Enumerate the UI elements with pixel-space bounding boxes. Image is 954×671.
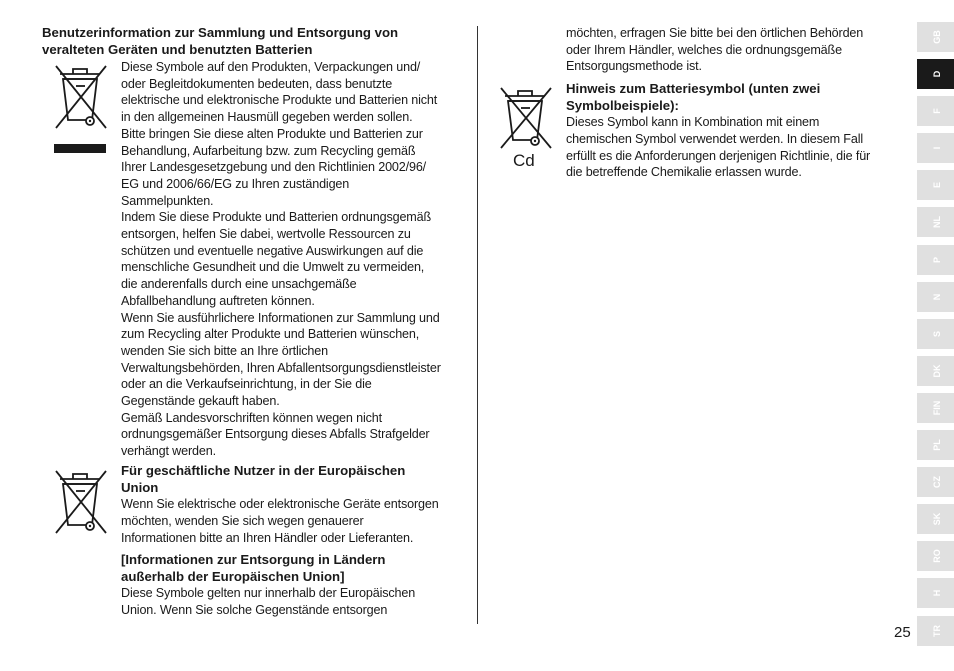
text-line: erfüllt es die Anforderungen derjenigen Richtlinie, die für [566,148,871,163]
language-tab-i[interactable] [917,133,954,163]
text-line: wenden Sie sich bitte an Ihre örtlichen [121,343,328,358]
crossed-out-wheelie-bin-icon [494,82,558,152]
crossed-out-wheelie-bin-icon [49,465,113,537]
text-line: Sammelpunkten. [121,193,214,208]
language-tab-h[interactable] [917,578,954,608]
language-tab-label: P [932,256,942,263]
language-tab-label: TR [932,624,942,637]
text-line: menschliche Gesundheit und die Umwelt zu vermeiden, [121,260,425,275]
battery-symbol-heading: Symbolbeispiele): [566,97,679,113]
battery-symbol-section [566,81,906,181]
language-tab-gb[interactable] [917,22,954,52]
business-users-heading: Für geschäftliche Nutzer in der Europäischen [121,463,406,478]
text-line: Gemäß Landesvorschriften können wegen nicht [121,410,382,425]
language-tab-p[interactable] [917,245,954,275]
language-tab-label: S [932,330,942,337]
page-number: 25 [894,624,911,641]
language-tab-label: FIN [932,400,942,416]
text-line: Bitte bringen Sie diese alten Produkte und Batterien zur [121,126,423,141]
text-line: Wenn Sie elektrische oder elektronische Geräte entsorgen [121,497,439,512]
language-tab-nl[interactable] [917,207,954,237]
section-heading-line-1: Benutzerinformation zur Sammlung und Entsorgung von [42,25,399,40]
language-tab-label: N [932,293,942,300]
text-line: elektrische und elektronische Produkte und Batterien nicht [121,93,438,108]
language-tab-label: E [932,182,942,189]
language-tab-s[interactable] [917,319,954,349]
language-tabs [917,22,954,653]
language-tab-label: F [932,108,942,114]
text-line: Ihrer Landesgesetzgebung und den Richtlinien 2002/96/ [121,160,427,175]
text-line: Informationen bitte an Ihren Händler oder Lieferanten. [121,530,414,545]
text-line: Union. Wenn Sie solche Gegenstände entsorgen [121,602,388,617]
language-tab-label: GB [932,30,942,44]
outside-eu-heading: [Informationen zur Entsorgung in Ländern [121,552,386,567]
language-tab-label: I [932,147,942,150]
language-tab-tr[interactable] [917,616,954,646]
text-line: oder Ihrem Händler, welches die ordnungsgemäße [566,42,842,57]
language-tab-label: SK [932,512,942,526]
language-tab-f[interactable] [917,96,954,126]
text-line: Indem Sie diese Produkte und Batterien ordnungsgemäß [121,210,432,225]
business-users-heading: Union [121,479,159,495]
language-tab-pl[interactable] [917,430,954,460]
text-line: die anderenfalls durch eine unsachgemäße [121,277,357,292]
business-users-section [121,463,473,546]
crossed-out-wheelie-bin-icon [49,60,113,132]
battery-symbol-heading: Hinweis zum Batteriesymbol (unten zwei [566,81,821,96]
section-heading [42,25,472,58]
chemical-symbol-label: Cd [513,151,535,170]
section-heading-line-2: veralteten Geräten und benutzten Batterien [42,41,313,57]
language-tab-fin[interactable] [917,393,954,423]
language-tab-e[interactable] [917,170,954,200]
language-tab-label: RO [932,549,942,564]
text-line: ordnungsgemäßer Entsorgung dieses Abfalls Strafgelder [121,427,430,442]
text-line: zum Recycling alter Produkte und Batterien wünschen, [121,327,420,342]
language-tab-cz[interactable] [917,467,954,497]
language-tab-sk[interactable] [917,504,954,534]
text-line: Verwaltungsbehörden, Ihren Abfallentsorgungsdienstleister [121,360,441,375]
text-line: verhängt werden. [121,444,216,459]
text-line: Abfallbehandlung auftreten können. [121,293,315,308]
text-line: oder an die Verkaufseinrichtung, in der Sie die [121,377,372,392]
column-divider [477,26,478,624]
language-tab-label: D [932,70,942,78]
text-line: Behandlung, Aufarbeitung bzw. zum Recycling gemäß [121,143,416,158]
text-line: Diese Symbole auf den Produkten, Verpackungen und/ [121,60,421,74]
text-line: Gegenstände gekauft haben. [121,394,280,409]
text-line: die betreffende Chemikalie erlassen wurde. [566,165,802,180]
language-tab-ro[interactable] [917,541,954,571]
collection-info-paragraph [121,59,473,460]
language-tab-label: DK [932,364,942,378]
text-line: Wenn Sie ausführlichere Informationen zur Sammlung und [121,310,440,325]
language-tab-label: PL [932,439,942,451]
language-tab-label: H [932,590,942,597]
text-line: entsorgen, helfen Sie dabei, wertvolle Ressourcen zu [121,227,411,242]
outside-eu-section [121,552,473,619]
language-tab-label: NL [932,216,942,229]
language-tab-n[interactable] [917,282,954,312]
text-line: möchten, erfragen Sie bitte bei den örtlichen Behörden [566,26,864,40]
text-line: in den allgemeinen Hausmüll gegeben werden sollen. [121,110,413,125]
language-tab-label: CZ [932,476,942,489]
text-line: möchten, wenden Sie sich wegen genauerer [121,513,364,528]
text-line: oder Begleitdokumenten bedeuten, dass benutzte [121,76,393,91]
separate-collection-bar [54,144,106,153]
text-line: EG und 2006/66/EG zu Ihren zuständigen [121,176,350,191]
outside-eu-heading: außerhalb der Europäischen Union] [121,568,345,584]
text-line: Entsorgungsmethode ist. [566,59,702,74]
language-tab-dk[interactable] [917,356,954,386]
text-line: Diese Symbole gelten nur innerhalb der Europäischen [121,586,416,601]
text-line: chemischen Symbol verwendet werden. In diesem Fall [566,131,863,146]
text-line: Dieses Symbol kann in Kombination mit einem [566,115,820,130]
continuation-paragraph [566,25,906,75]
text-line: schützen und eventuelle negative Auswirkungen auf die [121,243,424,258]
language-tab-d[interactable] [917,59,954,89]
